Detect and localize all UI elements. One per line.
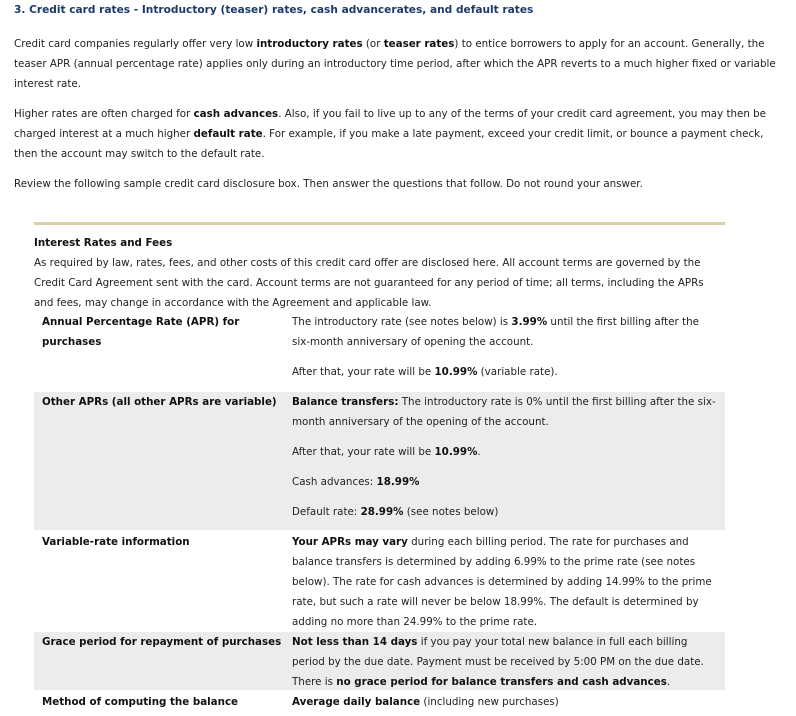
row-balance-method <box>34 692 725 716</box>
para1-text-2: (or <box>362 38 384 50</box>
row-text: if you pay your total new balance in full each billing period by the due date. Payment must be received by 5:00 PM on the due date. There is <box>292 636 704 688</box>
row-text: . <box>666 676 671 688</box>
transfer-rate-value: 10.99% <box>434 446 478 458</box>
row-body <box>292 312 720 382</box>
row-grace-period <box>34 632 725 690</box>
para2-text-3: . For example, if you make a late payment, exceed your credit limit, or bounce a payment check, then the account may switch to the default rate. <box>14 128 764 160</box>
cash-advance-rate-value: 18.99% <box>376 476 420 488</box>
para1-bold-2: teaser rates <box>383 38 455 50</box>
row-body <box>292 532 720 632</box>
disclosure-box <box>34 222 725 716</box>
row-text: during each billing period. The rate for purchases and balance transfers is determined by adding 6.99% to the prime rate (see notes below). The rate for cash advances is determined by adding 14.99% to the prime rate, but such a rate will never be below 18.99%. The default is determined by adding no more than 24.99% to the prime rate. <box>292 536 712 628</box>
row-text: until the first billing after the six-month anniversary of opening the account. <box>292 316 699 348</box>
row-text: The introductory rate (see notes below) is <box>292 316 512 328</box>
intro-rate-value: 3.99% <box>511 316 548 328</box>
row-text: . <box>477 446 481 458</box>
intro-paragraph <box>14 34 776 94</box>
box-intro: As required by law, rates, fees, and other costs of this credit card offer are disclosed here. All account terms are governed by the Credit Card Agreement sent with the card. Account terms are not guaranteed for any period of time; all terms, including the APRs and fees, may change in accordance with the Agreement and applicable law. <box>34 257 704 309</box>
para2-bold-1: cash advances <box>193 108 279 120</box>
instructions-paragraph: Review the following sample credit card disclosure box. Then answer the questions that follow. Do not round your answer. <box>14 178 643 190</box>
row-apr-purchases <box>34 312 725 390</box>
row-text: (see notes below) <box>403 506 499 518</box>
default-rate-value: 28.99% <box>360 506 404 518</box>
row-label: Variable-rate information <box>42 536 190 548</box>
row-line <box>292 692 720 712</box>
row-line <box>292 472 720 492</box>
row-body <box>292 692 720 712</box>
row-text: Default rate: <box>292 506 361 518</box>
row-text: Cash advances: <box>292 476 377 488</box>
row-line <box>292 632 720 692</box>
balance-transfers-label: Balance transfers: <box>292 396 399 408</box>
para2-bold-2: default rate <box>193 128 263 140</box>
row-text: (including new purchases) <box>420 696 559 708</box>
row-line <box>292 532 720 632</box>
para1-text-3: ) to entice borrowers to apply for an account. Generally, the teaser APR (annual percentage rate) applies only during an introductory time period, after which the APR reverts to a much higher fixed or variable interest rate. <box>14 38 776 90</box>
row-text: After that, your rate will be <box>292 446 435 458</box>
para2-text-2: . Also, if you fail to live up to any of the terms of your credit card agreement, you may then be charged interest at a much higher <box>14 108 767 140</box>
row-text: The introductory rate is 0% until the first billing after the six-month anniversary of the opening of the account. <box>292 396 716 428</box>
row-line <box>292 502 720 522</box>
row-other-aprs <box>34 392 725 530</box>
row-label: Annual Percentage Rate (APR) for purchases <box>42 316 240 348</box>
box-title: Interest Rates and Fees <box>34 237 173 249</box>
row-line <box>292 362 720 382</box>
purchase-rate-value: 10.99% <box>434 366 478 378</box>
para2-text-1: Higher rates are often charged for <box>14 108 194 120</box>
row-bold: Your APRs may vary <box>292 536 408 548</box>
row-label: Grace period for repayment of purchases <box>42 636 282 648</box>
row-bold: no grace period for balance transfers and cash advances <box>336 676 667 688</box>
row-body <box>292 392 720 522</box>
row-label: Other APRs (all other APRs are variable) <box>42 396 277 408</box>
cash-advance-paragraph <box>14 104 776 164</box>
row-label: Method of computing the balance <box>42 696 239 708</box>
row-line <box>292 392 720 432</box>
row-text: (variable rate). <box>477 366 558 378</box>
row-bold: Not less than 14 days <box>292 636 418 648</box>
box-top-rule <box>34 222 725 225</box>
para1-bold-1: introductory rates <box>256 38 363 50</box>
row-bold: Average daily balance <box>292 696 421 708</box>
row-line <box>292 312 720 352</box>
row-variable-rate <box>34 532 725 630</box>
section-heading: 3. Credit card rates - Introductory (teaser) rates, cash advancerates, and default rates <box>14 4 534 16</box>
row-text: After that, your rate will be <box>292 366 435 378</box>
row-body <box>292 632 720 692</box>
row-line <box>292 442 720 462</box>
para1-text-1: Credit card companies regularly offer very low <box>14 38 257 50</box>
